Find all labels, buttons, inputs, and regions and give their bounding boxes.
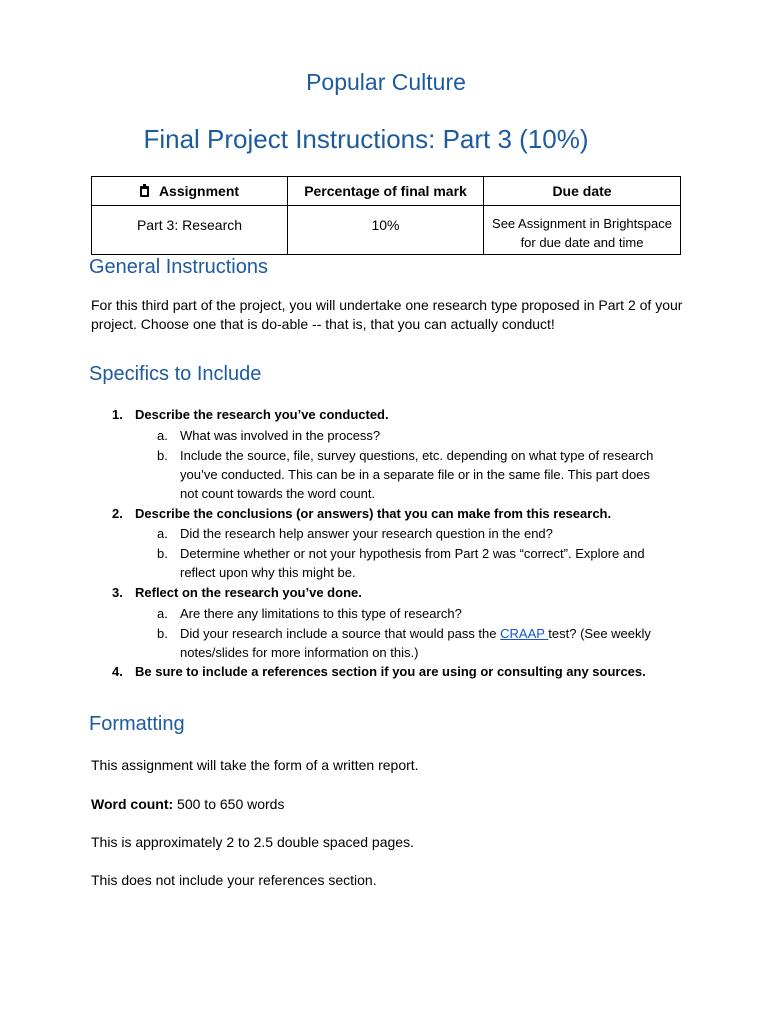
sub-item-letter-1b: b. — [157, 448, 168, 463]
sub-item-letter-1a: a. — [157, 428, 168, 443]
sub-item-2a: Did the research help answer your research question in the end? — [180, 526, 553, 541]
table-header-assignment: Assignment — [92, 177, 288, 206]
table-header-percentage: Percentage of final mark — [288, 177, 484, 206]
list-item-4: Be sure to include a references section if you are using or consulting any sources. — [135, 664, 646, 679]
sub-item-1b-line-1: Include the source, file, survey questions, etc. depending on what type of research — [180, 448, 654, 463]
sub-item-1b-line-3: not count towards the word count. — [180, 486, 376, 501]
list-item-number-4: 4. — [112, 664, 123, 679]
table-row — [92, 206, 681, 255]
formatting-paragraph-4: This does not include your references section. — [91, 872, 377, 888]
sub-item-letter-3a: a. — [157, 606, 168, 621]
table-header-due-date: Due date — [484, 177, 681, 206]
general-instructions-line-2: project. Choose one that is do-able -- that is, that you can actually conduct! — [91, 316, 555, 332]
list-item-number-3: 3. — [112, 585, 123, 600]
list-item-number-1: 1. — [112, 407, 123, 422]
list-item-3: Reflect on the research you’ve done. — [135, 585, 362, 600]
table-header-row — [92, 177, 681, 206]
cell-due-date: See Assignment in Brightspace for due date and time — [484, 206, 681, 255]
sub-item-letter-2a: a. — [157, 526, 168, 541]
sub-item-2b-line-1: Determine whether or not your hypothesis from Part 2 was “correct”. Explore and — [180, 546, 645, 561]
sub-item-3b-line-2: notes/slides for more information on this.) — [180, 645, 419, 660]
sub-item-1a: What was involved in the process? — [180, 428, 381, 443]
word-count-label: Word count: — [91, 796, 174, 812]
document-title: Final Project Instructions: Part 3 (10%) — [143, 124, 589, 154]
specifics-heading: Specifics to Include — [89, 363, 262, 385]
word-count-value: 500 to 650 words — [173, 796, 285, 812]
formatting-heading: Formatting — [89, 713, 185, 735]
sub-item-3a: Are there any limitations to this type of research? — [180, 606, 462, 621]
general-instructions-line-1: For this third part of the project, you will undertake one research type proposed in Part 2 of your — [91, 297, 683, 313]
formatting-paragraph-3: This is approximately 2 to 2.5 double spaced pages. — [91, 834, 414, 850]
cell-percentage: 10% — [288, 206, 484, 255]
general-instructions-heading: General Instructions — [89, 256, 268, 278]
cell-assignment: Part 3: Research — [92, 206, 288, 255]
sub-item-letter-2b: b. — [157, 546, 168, 561]
course-title: Popular Culture — [306, 69, 466, 95]
sub-item-2b-line-2: reflect upon why this might be. — [180, 565, 356, 580]
craap-link[interactable]: CRAAP — [500, 626, 549, 641]
word-count-line — [91, 795, 691, 814]
list-item-1: Describe the research you’ve conducted. — [135, 407, 389, 422]
sub-item-1b-line-2: you’ve conducted. This can be in a separate file or in the same file. This part does — [180, 467, 650, 482]
list-item-number-2: 2. — [112, 506, 123, 521]
list-item-2: Describe the conclusions (or answers) that you can make from this research. — [135, 506, 612, 521]
assignment-table — [91, 176, 681, 255]
sub-item-3b-line-1: Did your research include a source that would pass the CRAAP test? (See weekly — [180, 626, 651, 641]
formatting-paragraph-1: This assignment will take the form of a written report. — [91, 757, 419, 773]
sub-item-letter-3b: b. — [157, 626, 168, 641]
clipboard-icon — [140, 186, 149, 197]
